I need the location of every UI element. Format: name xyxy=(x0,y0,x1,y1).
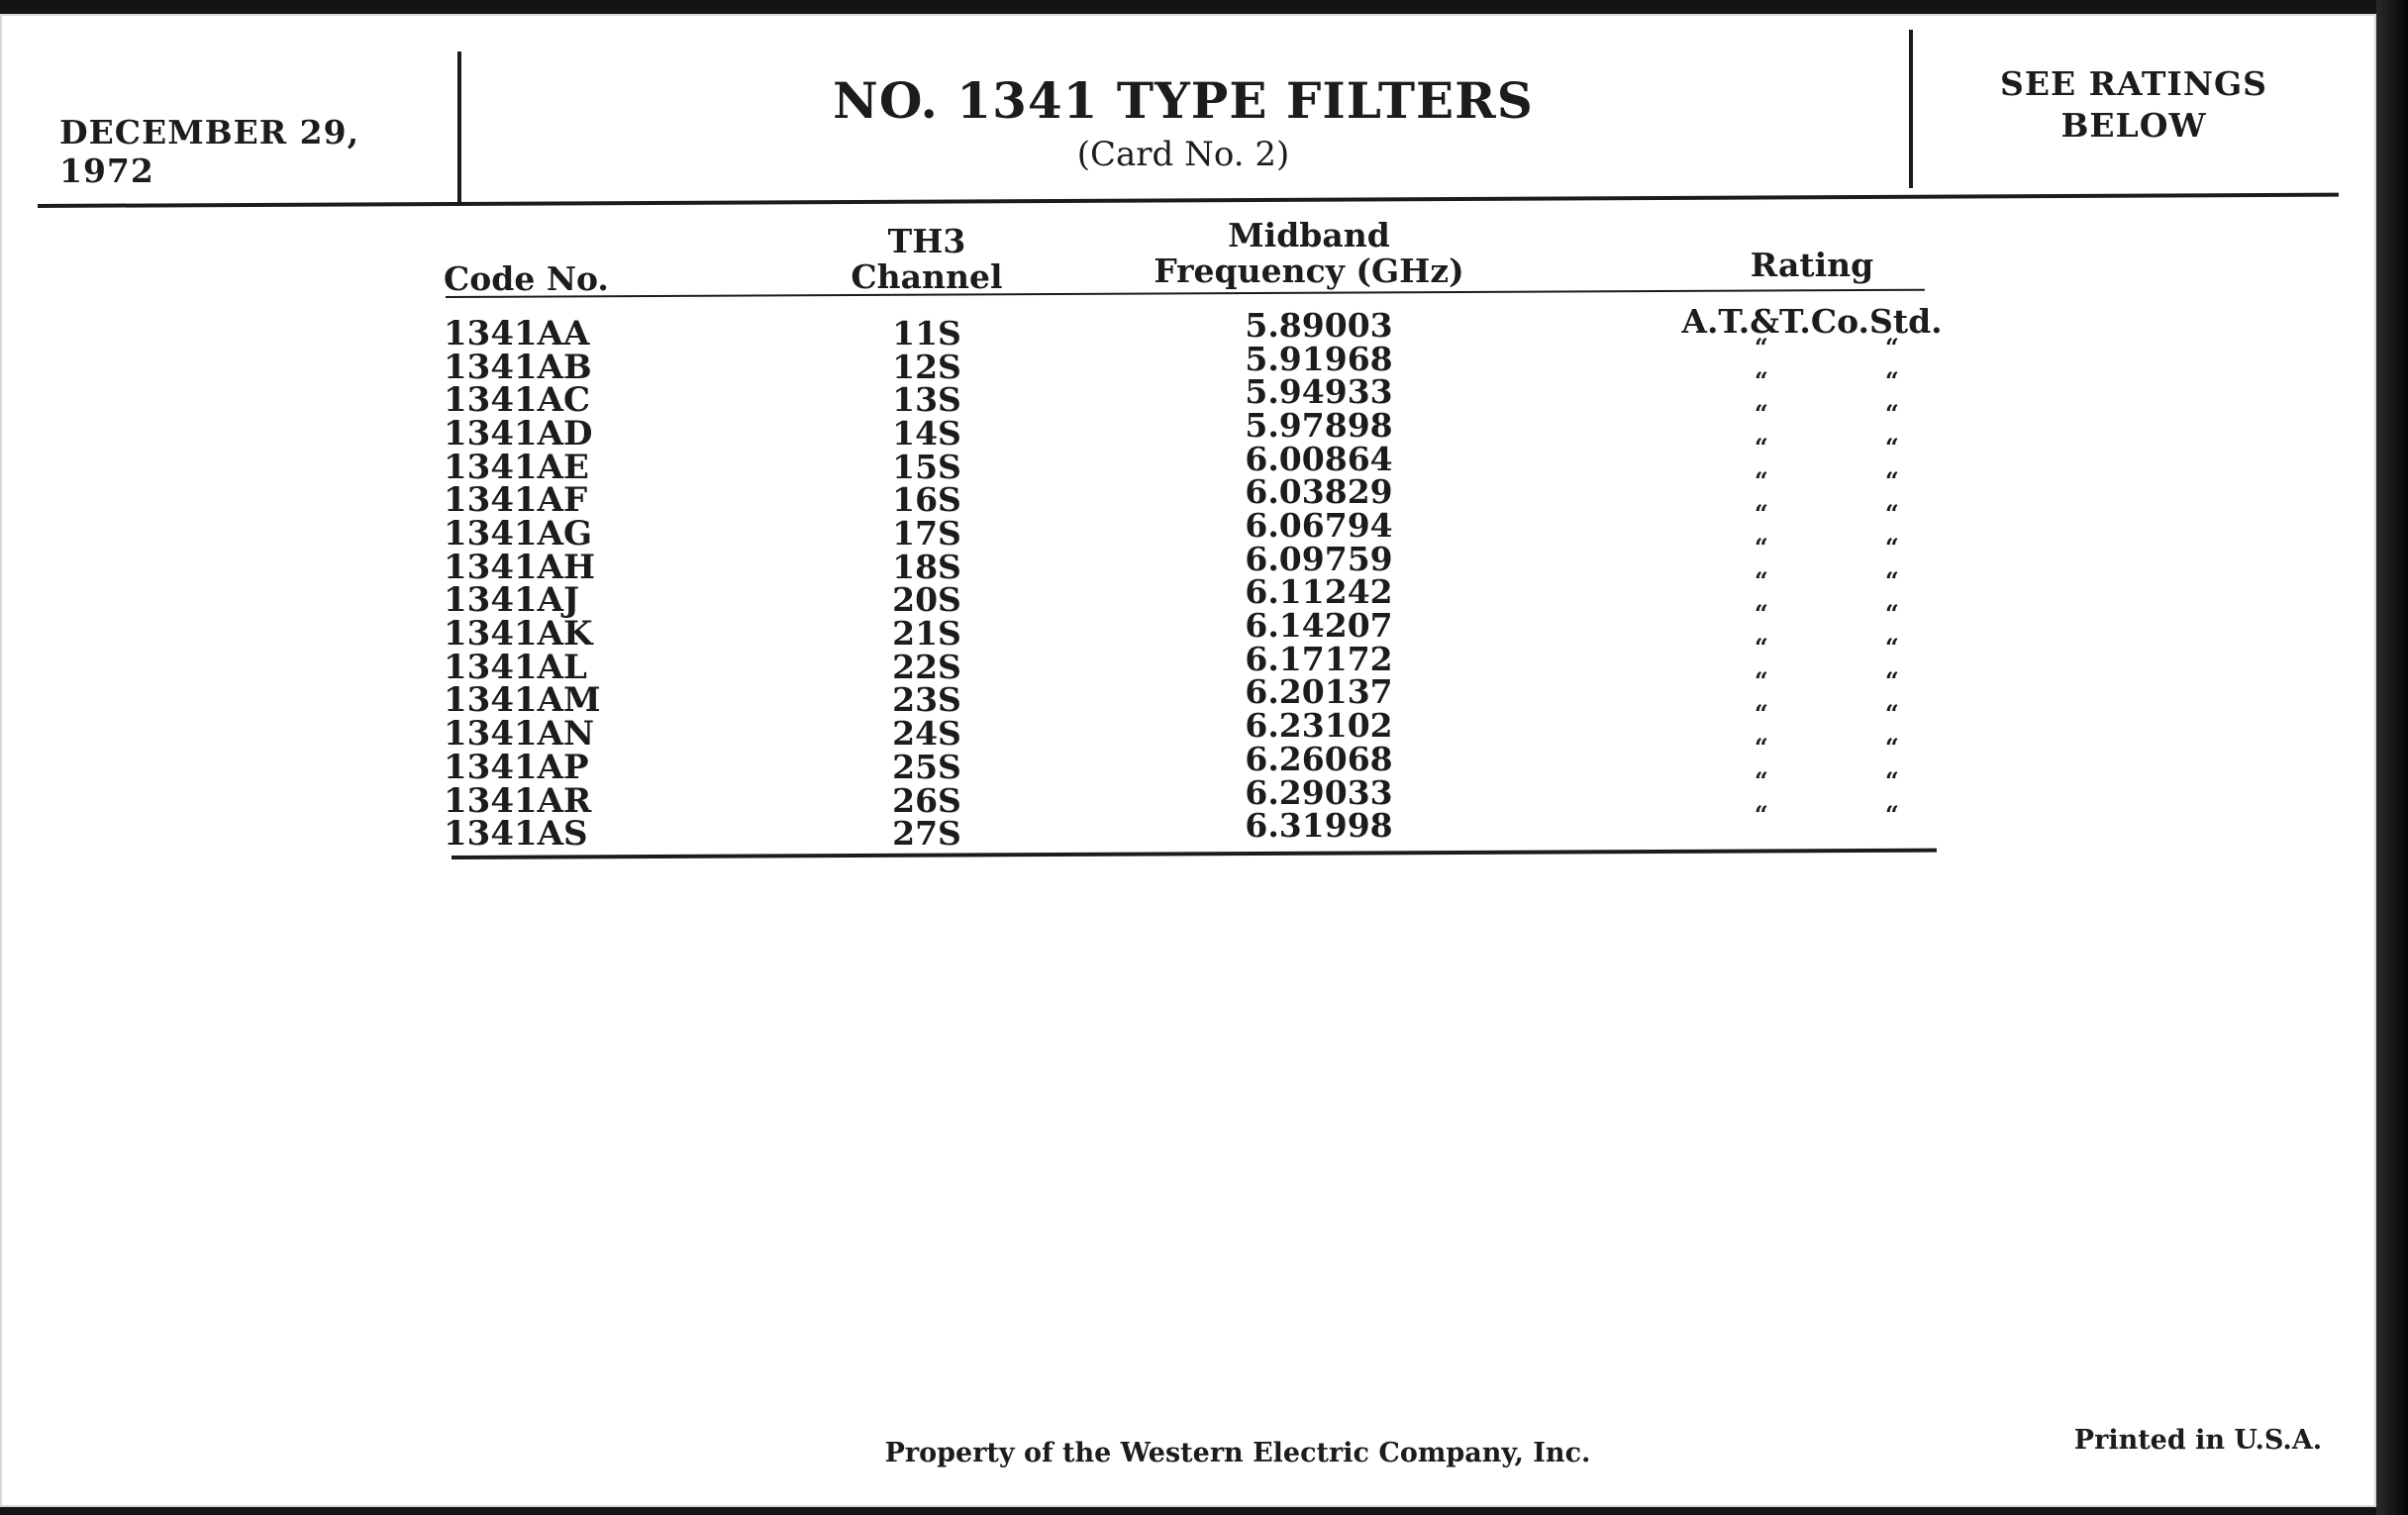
code-cell: 1341AL xyxy=(444,647,587,687)
code-cell: 1341AD xyxy=(444,414,593,454)
ditto-mark: “ xyxy=(1755,465,1768,495)
ditto-mark: “ xyxy=(1885,433,1899,462)
ditto-mark: “ xyxy=(1885,633,1899,662)
frequency-cell: 5.94933 xyxy=(1245,372,1393,412)
code-cell: 1341AK xyxy=(444,614,593,655)
code-cell: 1341AN xyxy=(444,714,595,755)
table-row xyxy=(0,806,2376,855)
document-date: DECEMBER 29, 1972 xyxy=(59,113,360,190)
card-edge-shadow xyxy=(2376,0,2408,1515)
frequency-cell: 6.03829 xyxy=(1245,472,1393,512)
ditto-mark: “ xyxy=(1755,699,1768,729)
column-header-frequency xyxy=(1101,218,1517,289)
ditto-mark: “ xyxy=(1755,765,1768,795)
frequency-cell: 6.31998 xyxy=(1245,806,1393,846)
column-header-channel-line1: TH3 xyxy=(887,222,966,260)
channel-cell: 18S xyxy=(892,547,961,586)
frequency-cell: 6.06794 xyxy=(1245,506,1393,546)
column-header-channel xyxy=(818,224,1036,295)
frequency-cell: 6.00864 xyxy=(1245,439,1393,478)
ditto-mark: “ xyxy=(1885,765,1899,795)
ditto-mark: “ xyxy=(1885,399,1899,429)
ditto-mark: “ xyxy=(1885,465,1899,495)
column-header-code: Code No. xyxy=(444,259,609,298)
ratings-note-line2: BELOW xyxy=(2060,106,2207,145)
frequency-cell: 5.91968 xyxy=(1245,339,1393,378)
code-cell: 1341AH xyxy=(444,547,596,587)
channel-cell: 21S xyxy=(892,614,961,654)
frequency-cell: 6.11242 xyxy=(1245,572,1393,612)
channel-cell: 13S xyxy=(892,380,961,420)
ditto-mark: “ xyxy=(1755,533,1768,562)
ditto-mark: “ xyxy=(1755,433,1768,462)
ditto-mark: “ xyxy=(1755,365,1768,395)
channel-cell: 20S xyxy=(892,580,961,620)
header-divider-left xyxy=(457,51,461,206)
ditto-mark: “ xyxy=(1755,599,1768,629)
channel-cell: 12S xyxy=(892,347,961,386)
code-cell: 1341AM xyxy=(444,680,601,721)
frequency-cell: 6.14207 xyxy=(1245,606,1393,646)
code-cell: 1341AB xyxy=(444,347,592,387)
ditto-mark: “ xyxy=(1885,365,1899,395)
column-header-frequency-line1: Midband xyxy=(1228,216,1390,254)
ditto-mark: “ xyxy=(1885,599,1899,629)
frequency-cell: 5.97898 xyxy=(1245,406,1393,446)
ditto-mark: “ xyxy=(1755,565,1768,595)
channel-cell: 22S xyxy=(892,647,961,686)
channel-cell: 25S xyxy=(892,747,961,786)
code-cell: 1341AR xyxy=(444,780,592,821)
header-rule xyxy=(38,193,2339,208)
code-cell: 1341AG xyxy=(444,514,593,555)
code-cell: 1341AA xyxy=(444,314,590,354)
ditto-mark: “ xyxy=(1885,499,1899,529)
frequency-cell: 6.09759 xyxy=(1245,539,1393,578)
printed-notice: Printed in U.S.A. xyxy=(2073,1425,2323,1456)
ditto-mark: “ xyxy=(1755,733,1768,762)
document-title: NO. 1341 TYPE FILTERS xyxy=(833,71,1534,130)
rating-cell: A.T.&T.Co.Std. xyxy=(1681,302,1943,341)
ditto-mark: “ xyxy=(1755,499,1768,529)
header-divider-right xyxy=(1909,30,1913,188)
frequency-cell: 6.26068 xyxy=(1245,739,1393,778)
code-cell: 1341AP xyxy=(444,747,589,787)
ditto-mark: “ xyxy=(1885,665,1899,695)
ditto-mark: “ xyxy=(1755,633,1768,662)
channel-cell: 14S xyxy=(892,414,961,454)
frequency-cell: 6.20137 xyxy=(1245,672,1393,712)
frequency-cell: 5.89003 xyxy=(1245,306,1393,345)
channel-cell: 15S xyxy=(892,447,961,486)
ditto-mark: “ xyxy=(1755,399,1768,429)
ditto-mark: “ xyxy=(1885,699,1899,729)
document-subtitle: (Card No. 2) xyxy=(1076,135,1290,174)
channel-cell: 11S xyxy=(892,314,961,353)
column-header-frequency-line2: Frequency (GHz) xyxy=(1154,252,1464,290)
channel-cell: 23S xyxy=(892,680,961,720)
column-header-rating: Rating xyxy=(1750,246,1874,284)
channel-cell: 17S xyxy=(892,514,961,554)
code-cell: 1341AJ xyxy=(444,580,580,621)
ditto-mark: “ xyxy=(1755,333,1768,361)
frequency-cell: 6.29033 xyxy=(1245,772,1393,812)
column-header-channel-line2: Channel xyxy=(851,257,1003,296)
ditto-mark: “ xyxy=(1885,799,1899,829)
ditto-mark: “ xyxy=(1885,533,1899,562)
property-notice: Property of the Western Electric Company, Inc. xyxy=(884,1438,1591,1468)
column-header-rule xyxy=(446,289,1925,298)
channel-cell: 16S xyxy=(892,480,961,520)
ratings-note xyxy=(1926,63,2342,147)
ditto-mark: “ xyxy=(1885,565,1899,595)
code-cell: 1341AE xyxy=(444,447,589,487)
frequency-cell: 6.17172 xyxy=(1245,639,1393,678)
code-cell: 1341AS xyxy=(444,814,588,855)
ratings-note-line1: SEE RATINGS xyxy=(1999,64,2268,103)
frequency-cell: 6.23102 xyxy=(1245,706,1393,746)
document-card xyxy=(0,14,2376,1507)
code-cell: 1341AF xyxy=(444,480,588,521)
channel-cell: 24S xyxy=(892,714,961,754)
ditto-mark: “ xyxy=(1885,333,1899,361)
channel-cell: 26S xyxy=(892,780,961,820)
code-cell: 1341AC xyxy=(444,380,591,421)
ditto-mark: “ xyxy=(1755,665,1768,695)
ditto-mark: “ xyxy=(1885,733,1899,762)
channel-cell: 27S xyxy=(892,814,961,854)
ditto-mark: “ xyxy=(1755,799,1768,829)
